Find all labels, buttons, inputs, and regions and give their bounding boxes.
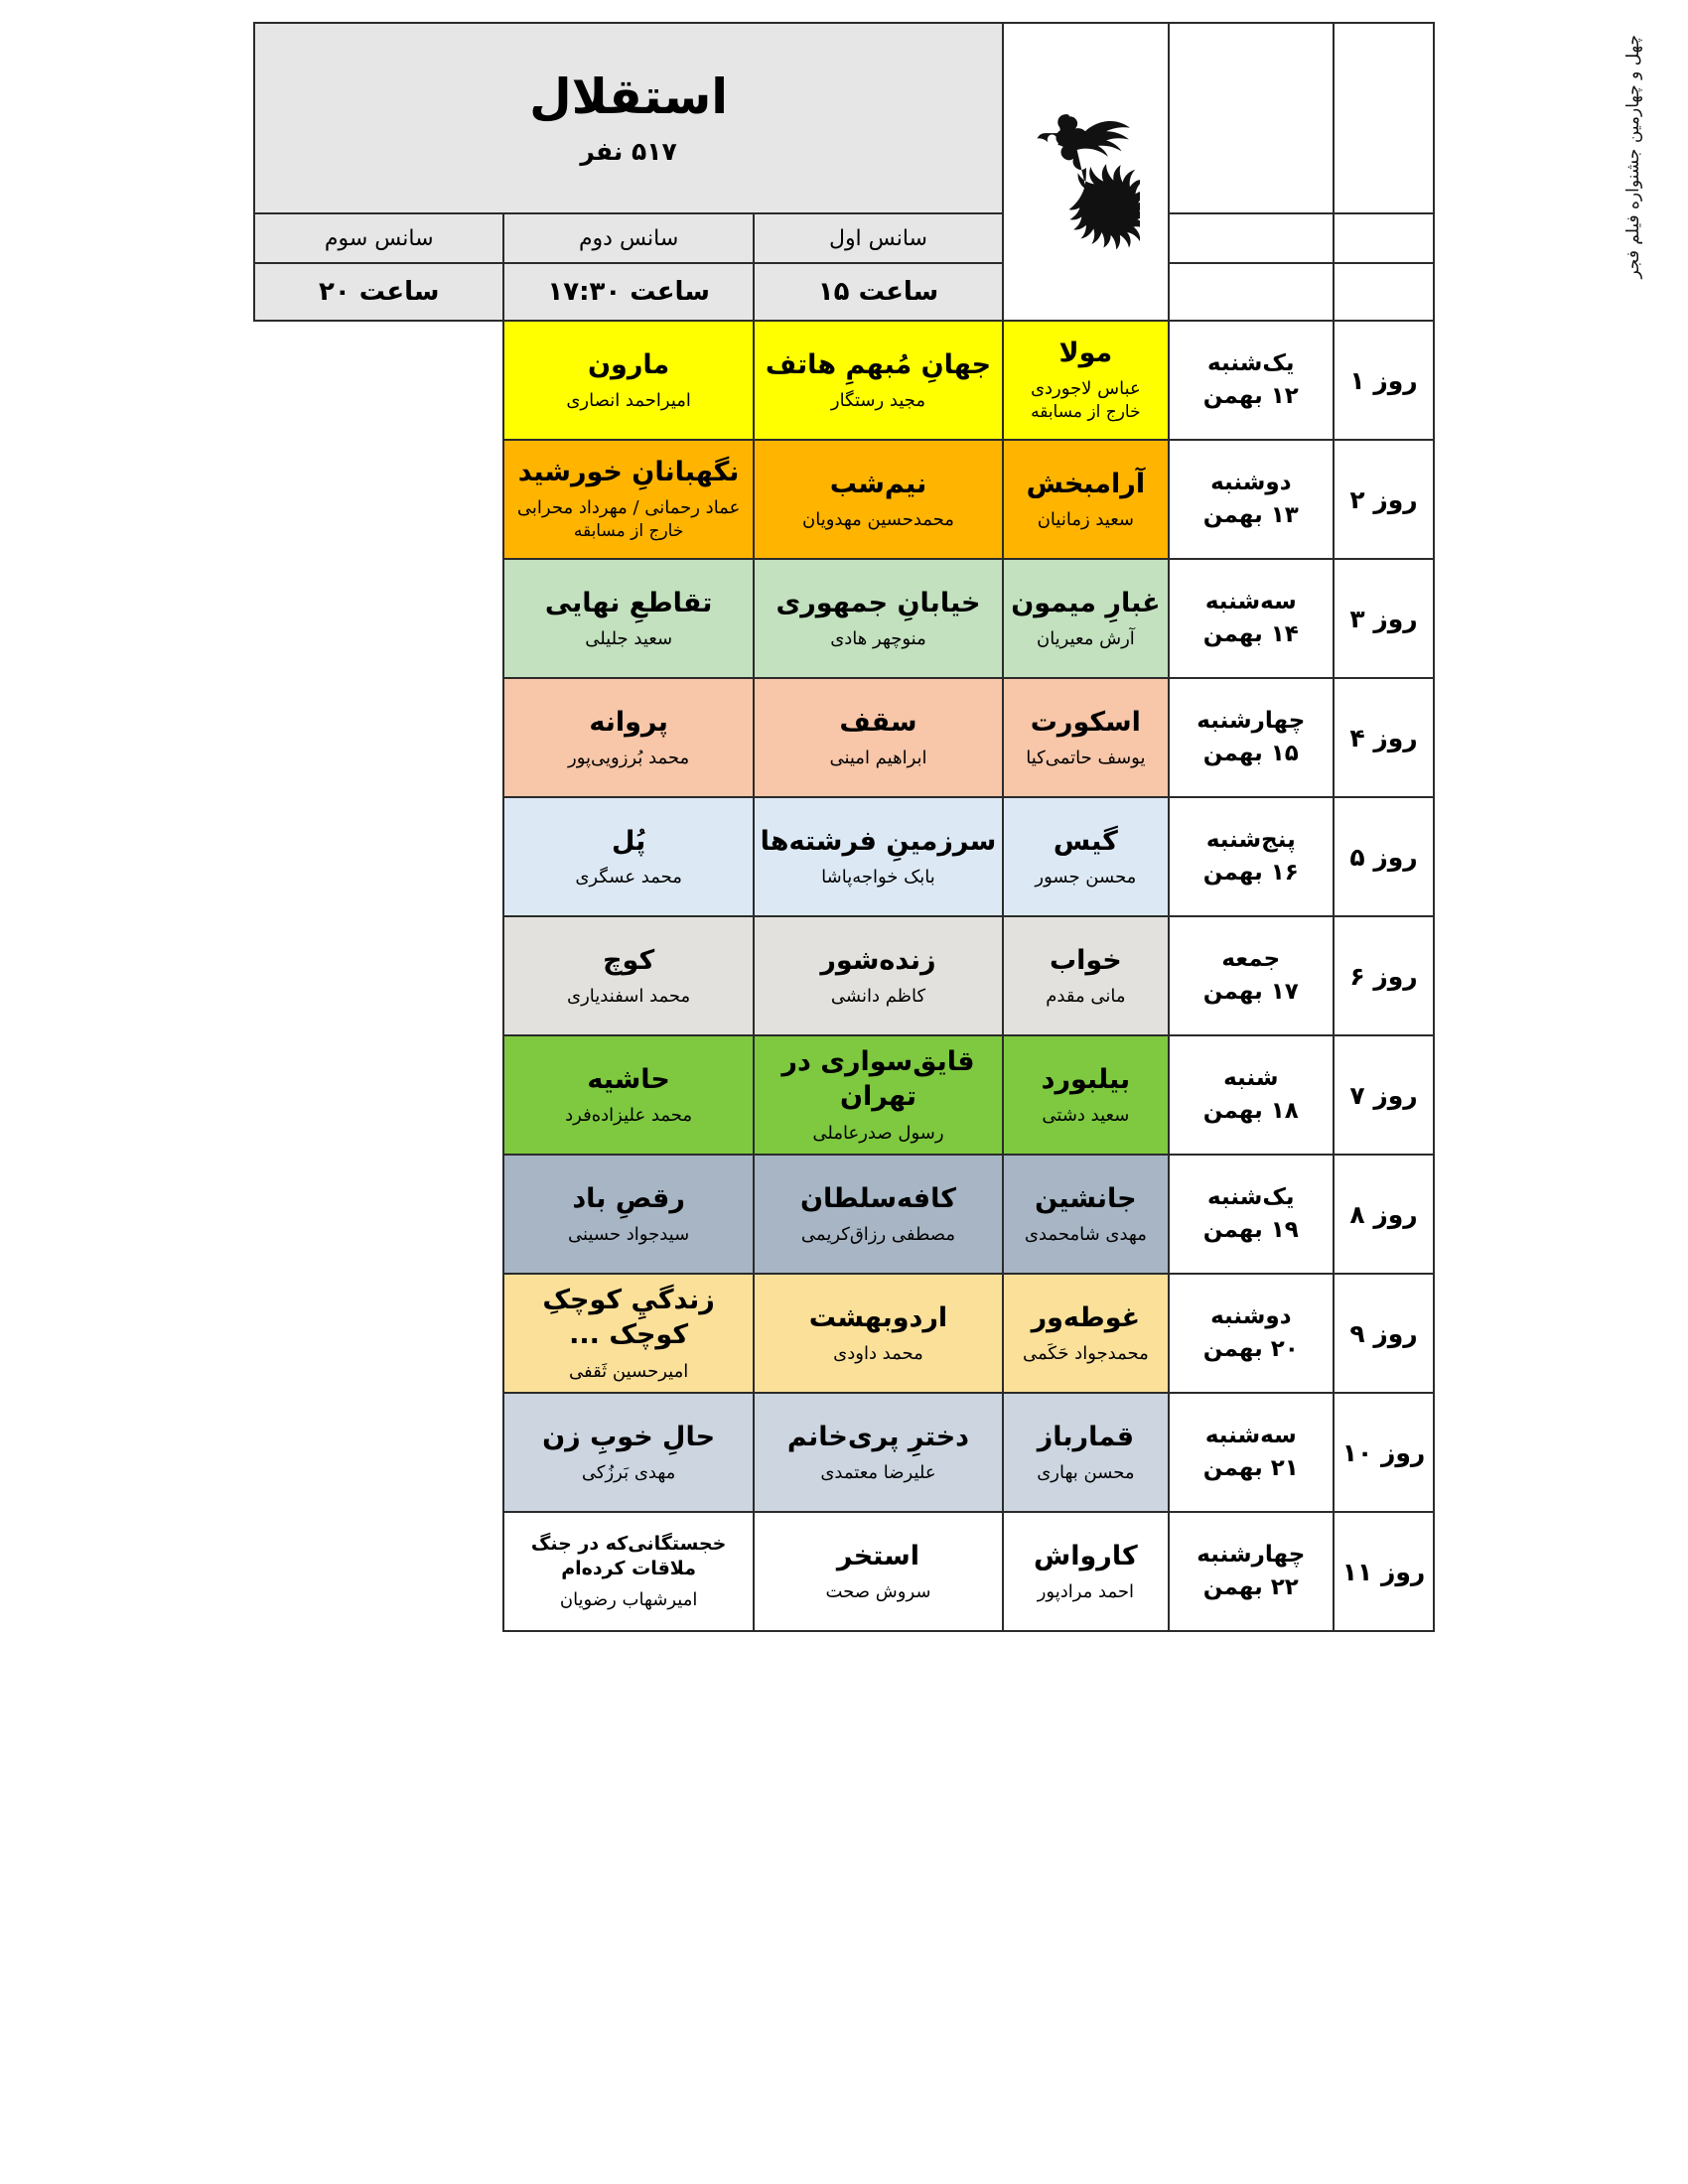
film-cell[interactable]: [1003, 916, 1168, 1035]
date-cell: [1169, 1035, 1334, 1155]
hall-header-cell: [254, 23, 1003, 213]
film-director: مانی مقدم: [1046, 986, 1126, 1008]
film-director: محمد عسگری: [575, 867, 682, 888]
film-title: پروانه: [589, 706, 668, 738]
table-header: [254, 23, 1434, 321]
film-cell[interactable]: [754, 1155, 1003, 1274]
date-cell: [1169, 1512, 1334, 1631]
film-title: نگهبانانِ خورشید: [517, 456, 740, 487]
film-title: اردوبهشت: [808, 1301, 948, 1333]
table-row: [254, 916, 1434, 1035]
film-title: جهانِ مُبهمِ هاتف: [765, 348, 992, 380]
table-row: [254, 440, 1434, 559]
film-director: سعید دشتی: [1042, 1105, 1130, 1127]
film-cell[interactable]: [503, 1274, 753, 1393]
session-time-3: ساعت ۲۰: [254, 263, 503, 321]
date-cell: [1169, 1155, 1334, 1274]
table-row: [254, 1035, 1434, 1155]
table-row: [254, 1512, 1434, 1631]
film-director: محمد اسفندیاری: [567, 986, 691, 1008]
day-number-cell: روز ۶: [1334, 916, 1434, 1035]
film-director: مهدی شامحمدی: [1024, 1224, 1147, 1246]
film-title: غبارِ میمون: [1011, 587, 1161, 618]
film-cell[interactable]: [503, 1155, 753, 1274]
film-title: نیم‌شب: [829, 468, 927, 499]
film-director: عباس لاجوردی: [1030, 378, 1141, 400]
film-cell[interactable]: [1003, 1512, 1168, 1631]
date-text: ۱۶ بهمن: [1202, 860, 1299, 886]
date-cell: [1169, 440, 1334, 559]
film-cell[interactable]: [754, 1274, 1003, 1393]
film-title: اسکورت: [1030, 706, 1141, 738]
date-cell: [1169, 1274, 1334, 1393]
day-of-week: پنج‌شنبه: [1205, 826, 1296, 853]
film-title: سقف: [839, 706, 917, 738]
blank-daynum-2: [1334, 213, 1434, 263]
date-text: ۲۰ بهمن: [1202, 1336, 1299, 1362]
film-title: استخر: [836, 1540, 920, 1571]
film-cell[interactable]: [754, 559, 1003, 678]
film-cell[interactable]: [1003, 321, 1168, 440]
film-director: امیرشهاب رضویان: [559, 1588, 698, 1610]
day-number-cell: روز ۱۰: [1334, 1393, 1434, 1512]
film-title: کارواش: [1034, 1540, 1138, 1571]
film-title: گیس: [1053, 825, 1118, 857]
day-number-cell: روز ۳: [1334, 559, 1434, 678]
film-title: مارون: [588, 348, 670, 380]
day-of-week: دوشنبه: [1210, 1302, 1292, 1329]
table-row: [254, 321, 1434, 440]
day-of-week: جمعه: [1221, 945, 1281, 972]
film-cell[interactable]: [503, 1393, 753, 1512]
film-cell[interactable]: [503, 321, 753, 440]
film-title: تقاطعِ نهایی: [544, 587, 713, 618]
date-cell: [1169, 678, 1334, 797]
day-of-week: دوشنبه: [1210, 469, 1292, 495]
date-text: ۲۲ بهمن: [1202, 1574, 1299, 1600]
film-title: حاشیه: [587, 1063, 670, 1095]
festival-vertical-title: [1599, 22, 1668, 292]
header-row-session-times: [254, 263, 1434, 321]
film-cell[interactable]: [754, 440, 1003, 559]
session-label-2: سانس دوم: [503, 213, 753, 263]
day-of-week: یک‌شنبه: [1207, 1183, 1295, 1210]
film-note: خارج از مسابقه: [1031, 402, 1141, 423]
session-time-2: ساعت ۱۷:۳۰: [503, 263, 753, 321]
hall-capacity: ۵۱۷ نفر: [580, 137, 677, 167]
day-number-cell: روز ۲: [1334, 440, 1434, 559]
day-of-week: سه‌شنبه: [1204, 1422, 1297, 1448]
day-number-cell: روز ۱: [1334, 321, 1434, 440]
film-director: کاظم دانشی: [830, 986, 926, 1008]
film-director: امیراحمد انصاری: [566, 390, 691, 412]
film-director: علیرضا معتمدی: [820, 1462, 936, 1484]
film-cell[interactable]: [503, 916, 753, 1035]
festival-title-text: چهل و چهارمین جشنواره فیلم فجر: [1623, 35, 1643, 279]
date-text: ۱۷ بهمن: [1202, 979, 1299, 1005]
day-of-week: چهارشنبه: [1196, 1541, 1306, 1568]
film-title: کافه‌سلطان: [800, 1182, 956, 1214]
film-cell[interactable]: [754, 1035, 1003, 1155]
film-cell[interactable]: [754, 916, 1003, 1035]
film-director: سعید جلیلی: [585, 628, 673, 650]
blank-daynum-3: [1334, 263, 1434, 321]
film-title: قمارباز: [1037, 1421, 1135, 1452]
film-director: امیرحسین ثَقفی: [568, 1360, 689, 1382]
film-title: غوطه‌ور: [1031, 1301, 1141, 1333]
day-of-week: سه‌شنبه: [1204, 588, 1297, 614]
film-note: خارج از مسابقه: [573, 521, 684, 542]
film-cell[interactable]: [503, 1512, 753, 1631]
film-cell[interactable]: [754, 1393, 1003, 1512]
date-text: ۱۴ بهمن: [1202, 621, 1299, 647]
film-cell[interactable]: [503, 440, 753, 559]
date-text: ۱۵ بهمن: [1202, 741, 1299, 766]
date-cell: [1169, 797, 1334, 916]
simorgh-phoenix-icon: [1031, 90, 1140, 254]
film-cell[interactable]: [1003, 1035, 1168, 1155]
film-title: پُل: [611, 825, 646, 857]
date-text: ۱۸ بهمن: [1202, 1098, 1299, 1124]
film-cell[interactable]: [1003, 797, 1168, 916]
date-text: ۱۹ بهمن: [1202, 1217, 1299, 1243]
date-text: ۲۱ بهمن: [1202, 1455, 1299, 1481]
film-title: دخترِ پری‌خانم: [786, 1421, 970, 1452]
film-cell[interactable]: [1003, 1393, 1168, 1512]
film-director: سروش صحت: [825, 1581, 931, 1603]
film-director: مهدی بَرزُکی: [581, 1462, 676, 1484]
date-text: ۱۲ بهمن: [1202, 383, 1299, 409]
film-title: آرامبخش: [1026, 468, 1146, 499]
film-director: مجید رستگار: [830, 390, 926, 412]
film-title: جانشین: [1035, 1182, 1137, 1214]
blank-date-3: [1169, 263, 1334, 321]
date-cell: [1169, 321, 1334, 440]
table-row: [254, 1274, 1434, 1393]
film-director: محمد علیزاده‌فرد: [565, 1105, 693, 1127]
festival-logo-cell: [1003, 23, 1168, 321]
film-title: خجستگانی‌که در جنگ ملاقات کرده‌ام: [530, 1533, 727, 1579]
film-title: رقصِ باد: [572, 1182, 685, 1214]
date-cell: [1169, 559, 1334, 678]
date-cell: [1169, 916, 1334, 1035]
film-title: زنده‌شور: [820, 944, 936, 976]
film-director: سیدجواد حسینی: [568, 1224, 690, 1246]
film-director: محسن بهاری: [1037, 1462, 1135, 1484]
film-cell[interactable]: [503, 1035, 753, 1155]
film-director: محمد داودی: [833, 1343, 923, 1365]
film-director: عماد رحمانی / مهرداد محرابی: [516, 497, 741, 519]
day-of-week: شنبه: [1223, 1064, 1279, 1091]
film-title: بیلبورد: [1041, 1063, 1131, 1095]
schedule-table: [253, 22, 1435, 1632]
film-director: مصطفی رزاق‌کریمی: [800, 1224, 956, 1246]
header-row-session-labels: [254, 213, 1434, 263]
film-director: محمدحسین مهدویان: [802, 509, 954, 531]
session-label-1: سانس اول: [754, 213, 1003, 263]
film-cell[interactable]: [1003, 678, 1168, 797]
table-row: [254, 1393, 1434, 1512]
film-cell[interactable]: [1003, 1274, 1168, 1393]
schedule-sheet: [253, 22, 1435, 1632]
film-director: محسن جسور: [1035, 867, 1137, 888]
date-cell: [1169, 1393, 1334, 1512]
blank-date-2: [1169, 213, 1334, 263]
day-number-cell: روز ۹: [1334, 1274, 1434, 1393]
day-of-week: یک‌شنبه: [1207, 349, 1295, 376]
day-of-week: چهارشنبه: [1196, 707, 1306, 734]
film-director: محمد بُرزویی‌پور: [568, 748, 690, 769]
day-number-cell: روز ۱۱: [1334, 1512, 1434, 1631]
film-cell[interactable]: [503, 678, 753, 797]
film-director: آرش معیریان: [1036, 628, 1135, 650]
table-row: [254, 678, 1434, 797]
film-cell[interactable]: [754, 797, 1003, 916]
day-number-cell: روز ۵: [1334, 797, 1434, 916]
film-title: کوچ: [603, 944, 655, 976]
film-director: منوچهر هادی: [830, 628, 926, 650]
film-director: محمدجواد حَکَمی: [1022, 1343, 1149, 1365]
film-director: احمد مرادپور: [1037, 1581, 1135, 1603]
table-row: [254, 797, 1434, 916]
film-cell[interactable]: [754, 678, 1003, 797]
film-cell[interactable]: [754, 321, 1003, 440]
film-director: یوسف حاتمی‌کیا: [1026, 748, 1146, 769]
session-label-3: سانس سوم: [254, 213, 503, 263]
hall-name: استقلال: [529, 68, 729, 125]
film-director: سعید زمانیان: [1037, 509, 1135, 531]
film-cell[interactable]: [1003, 559, 1168, 678]
day-number-cell: روز ۴: [1334, 678, 1434, 797]
film-title: خیابانِ جمهوری: [775, 587, 981, 618]
film-title: خواب: [1049, 944, 1122, 976]
film-cell[interactable]: [503, 559, 753, 678]
table-row: [254, 559, 1434, 678]
session-time-1: ساعت ۱۵: [754, 263, 1003, 321]
film-cell[interactable]: [1003, 1155, 1168, 1274]
film-director: ابراهیم امینی: [829, 748, 927, 769]
film-title: مولا: [1058, 337, 1113, 368]
blank-corner-daynum: [1334, 23, 1434, 213]
film-title: قایق‌سواری در تهران: [781, 1046, 975, 1112]
film-cell[interactable]: [503, 797, 753, 916]
blank-corner-date: [1169, 23, 1334, 213]
film-director: رسول صدرعاملی: [812, 1122, 944, 1144]
day-number-cell: روز ۷: [1334, 1035, 1434, 1155]
header-row-hall: [254, 23, 1434, 213]
table-body: [254, 321, 1434, 1631]
film-director: بابک خواجه‌پاشا: [821, 867, 935, 888]
film-title: زندگيِ کوچکِ کوچک ...: [542, 1285, 715, 1350]
table-row: [254, 1155, 1434, 1274]
film-cell[interactable]: [754, 1512, 1003, 1631]
film-title: حالِ خوبِ زن: [542, 1421, 716, 1452]
film-title: سرزمینِ فرشته‌ها: [760, 825, 997, 857]
date-text: ۱۳ بهمن: [1202, 502, 1299, 528]
day-number-cell: روز ۸: [1334, 1155, 1434, 1274]
film-cell[interactable]: [1003, 440, 1168, 559]
